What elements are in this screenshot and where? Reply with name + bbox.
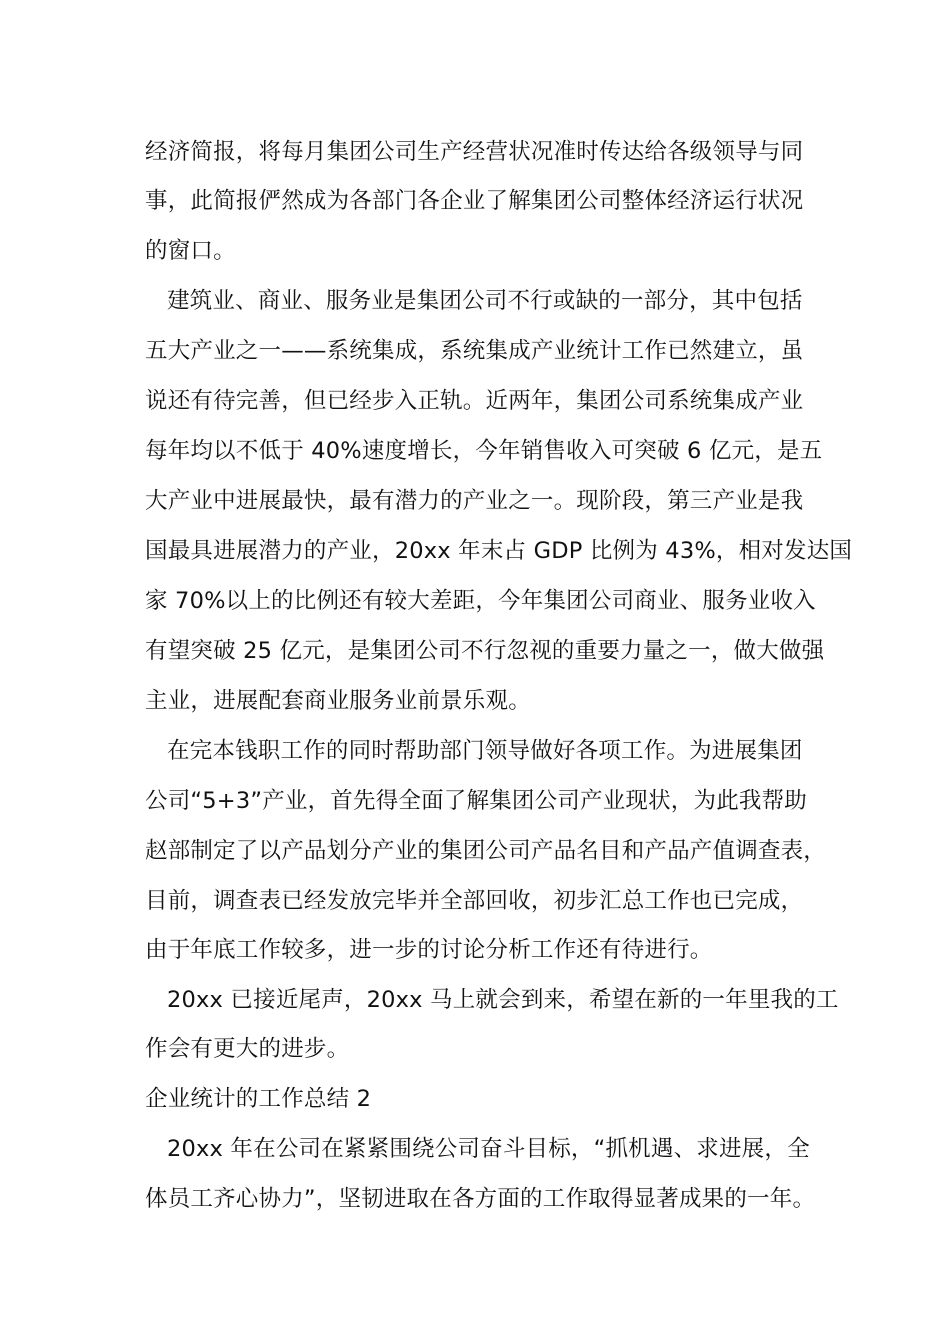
paragraph-line: 公司“5+3”产业，首先得全面了解集团公司产业现状，为此我帮助 — [145, 788, 807, 814]
paragraph-line: 每年均以不低于 40%速度增长，今年销售收入可突破 6 亿元，是五 — [145, 438, 823, 464]
paragraph-line: 主业，进展配套商业服务业前景乐观。 — [145, 688, 531, 714]
paragraph-line: 目前，调查表已经发放完毕并全部回收，初步汇总工作也已完成， — [145, 888, 804, 914]
paragraph-line: 家 70%以上的比例还有较大差距，今年集团公司商业、服务业收入 — [145, 588, 816, 614]
paragraph-line: 20xx 已接近尾声，20xx 马上就会到来，希望在新的一年里我的工 — [167, 987, 839, 1013]
paragraph-line: 由于年底工作较多，进一步的讨论分析工作还有待进行。 — [145, 937, 713, 963]
paragraph-line: 在完本钱职工作的同时帮助部门领导做好各项工作。为进展集团 — [167, 738, 803, 764]
paragraph-line: 体员工齐心协力”，坚韧进取在各方面的工作取得显著成果的一年。 — [145, 1186, 816, 1212]
paragraph-line: 20xx 年在公司在紧紧围绕公司奋斗目标，“抓机遇、求进展，全 — [167, 1136, 810, 1162]
paragraph-line: 建筑业、商业、服务业是集团公司不行或缺的一部分，其中包括 — [167, 288, 803, 314]
paragraph-line: 的窗口。 — [145, 238, 236, 264]
paragraph-line: 事，此简报俨然成为各部门各企业了解集团公司整体经济运行状况 — [145, 188, 804, 214]
paragraph-line: 国最具进展潜力的产业，20xx 年末占 GDP 比例为 43%，相对发达国 — [145, 538, 853, 564]
paragraph-line: 经济简报，将每月集团公司生产经营状况准时传达给各级领导与同 — [145, 139, 804, 165]
section-heading: 企业统计的工作总结 2 — [145, 1086, 372, 1112]
paragraph-line: 作会有更大的进步。 — [145, 1036, 350, 1062]
paragraph-line: 有望突破 25 亿元，是集团公司不行忽视的重要力量之一，做大做强 — [145, 638, 825, 664]
paragraph-line: 五大产业之一——系统集成，系统集成产业统计工作已然建立，虽 — [145, 338, 804, 364]
paragraph-line: 赵部制定了以产品划分产业的集团公司产品名目和产品产值调查表， — [145, 838, 827, 864]
paragraph-line: 说还有待完善，但已经步入正轨。近两年，集团公司系统集成产业 — [145, 388, 804, 414]
paragraph-line: 大产业中进展最快，最有潜力的产业之一。现阶段，第三产业是我 — [145, 488, 804, 514]
